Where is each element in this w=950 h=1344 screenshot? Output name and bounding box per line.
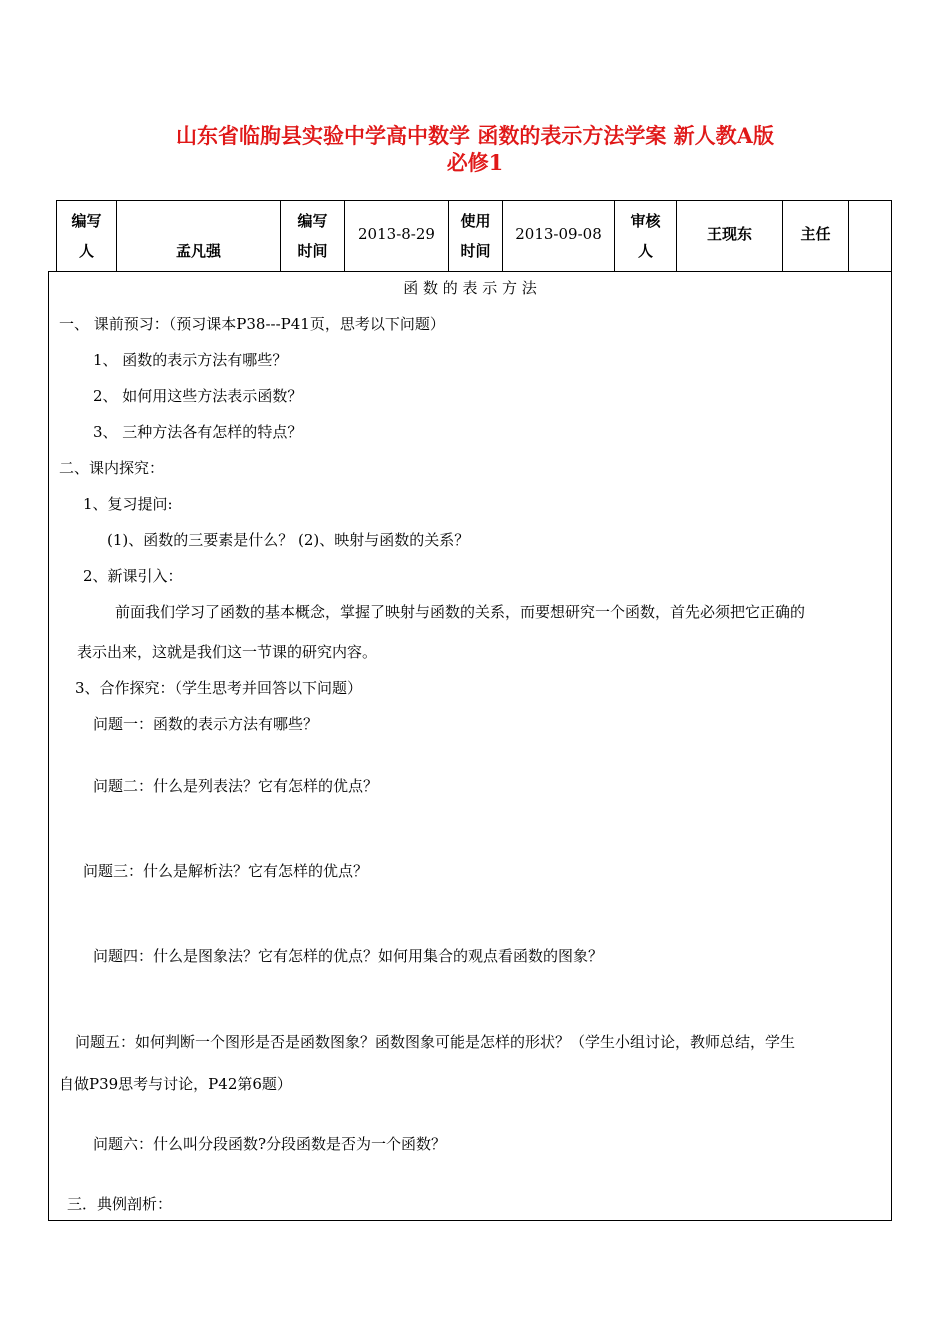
author-label-b: 人 [78, 242, 94, 260]
preview-question-2: 2、 如何用这些方法表示函数？ [93, 387, 303, 405]
compile-time-label-b: 时间 [297, 242, 328, 260]
use-date-cell: 2013-09-08 [503, 201, 615, 271]
author-label-cell [57, 201, 117, 271]
info-table [56, 200, 892, 272]
reviewer-cell: 王现东 [677, 201, 783, 271]
document-title-line1: 山东省临朐县实验中学高中数学 函数的表示方法学案 新人教A版 [176, 123, 774, 148]
intro-paragraph-line1: 前面我们学习了函数的基本概念，掌握了映射与函数的关系，而要想研究一个函数，首先必须把它正确的 [115, 603, 806, 621]
problem-5-line1: 问题五：如何判断一个图形是否是函数图象？函数图象可能是怎样的形状？（学生小组讨论，教师总结，学生 [75, 1033, 796, 1051]
review-label-a: 审核 [630, 212, 661, 230]
author-label-a: 编写 [71, 212, 102, 230]
review-heading: 1、复习提问: [83, 495, 173, 513]
review-label-b: 人 [637, 242, 653, 260]
problem-3: 问题三：什么是解析法？它有怎样的优点？ [83, 862, 369, 880]
cooperative-heading: 3、合作探究：（学生思考并回答以下问题） [75, 679, 363, 697]
compile-time-label-a: 编写 [297, 212, 328, 230]
intro-heading: 2、新课引入： [83, 567, 183, 585]
director-cell [849, 201, 891, 271]
review-label-cell [615, 201, 677, 271]
director-label-cell: 主任 [783, 201, 849, 271]
document-title-line2: 必修1 [446, 150, 504, 175]
section-1-heading: 一、 课前预习：（预习课本P38---P41页，思考以下问题） [59, 315, 445, 333]
compile-date-cell: 2013-8-29 [345, 201, 449, 271]
problem-1: 问题一：函数的表示方法有哪些？ [93, 715, 319, 733]
problem-6: 问题六：什么叫分段函数?分段函数是否为一个函数？ [93, 1135, 447, 1153]
problem-2: 问题二：什么是列表法？它有怎样的优点？ [93, 777, 379, 795]
section-2-heading: 二、课内探究： [59, 459, 165, 477]
intro-paragraph-line2: 表示出来，这就是我们这一节课的研究内容。 [77, 643, 378, 661]
use-time-label-a: 使用 [460, 212, 491, 230]
problem-4: 问题四：什么是图象法？它有怎样的优点？如何用集合的观点看函数的图象？ [93, 947, 604, 965]
use-time-label-cell [449, 201, 503, 271]
author-cell: 孟凡强 [117, 201, 281, 271]
compile-time-label-cell [281, 201, 345, 271]
use-time-label-b: 时间 [460, 242, 491, 260]
problem-5-line2: 自做P39思考与讨论，P42第6题） [59, 1075, 292, 1093]
section-3-heading: 三．典例剖析： [67, 1195, 173, 1213]
section-heading: 函 数 的 表 示 方 法 [403, 279, 537, 297]
preview-question-3: 3、 三种方法各有怎样的特点？ [93, 423, 303, 441]
review-questions: (1)、函数的三要素是什么？ (2)、映射与函数的关系？ [107, 531, 470, 549]
preview-question-1: 1、 函数的表示方法有哪些？ [93, 351, 288, 369]
content-box [48, 271, 892, 1221]
